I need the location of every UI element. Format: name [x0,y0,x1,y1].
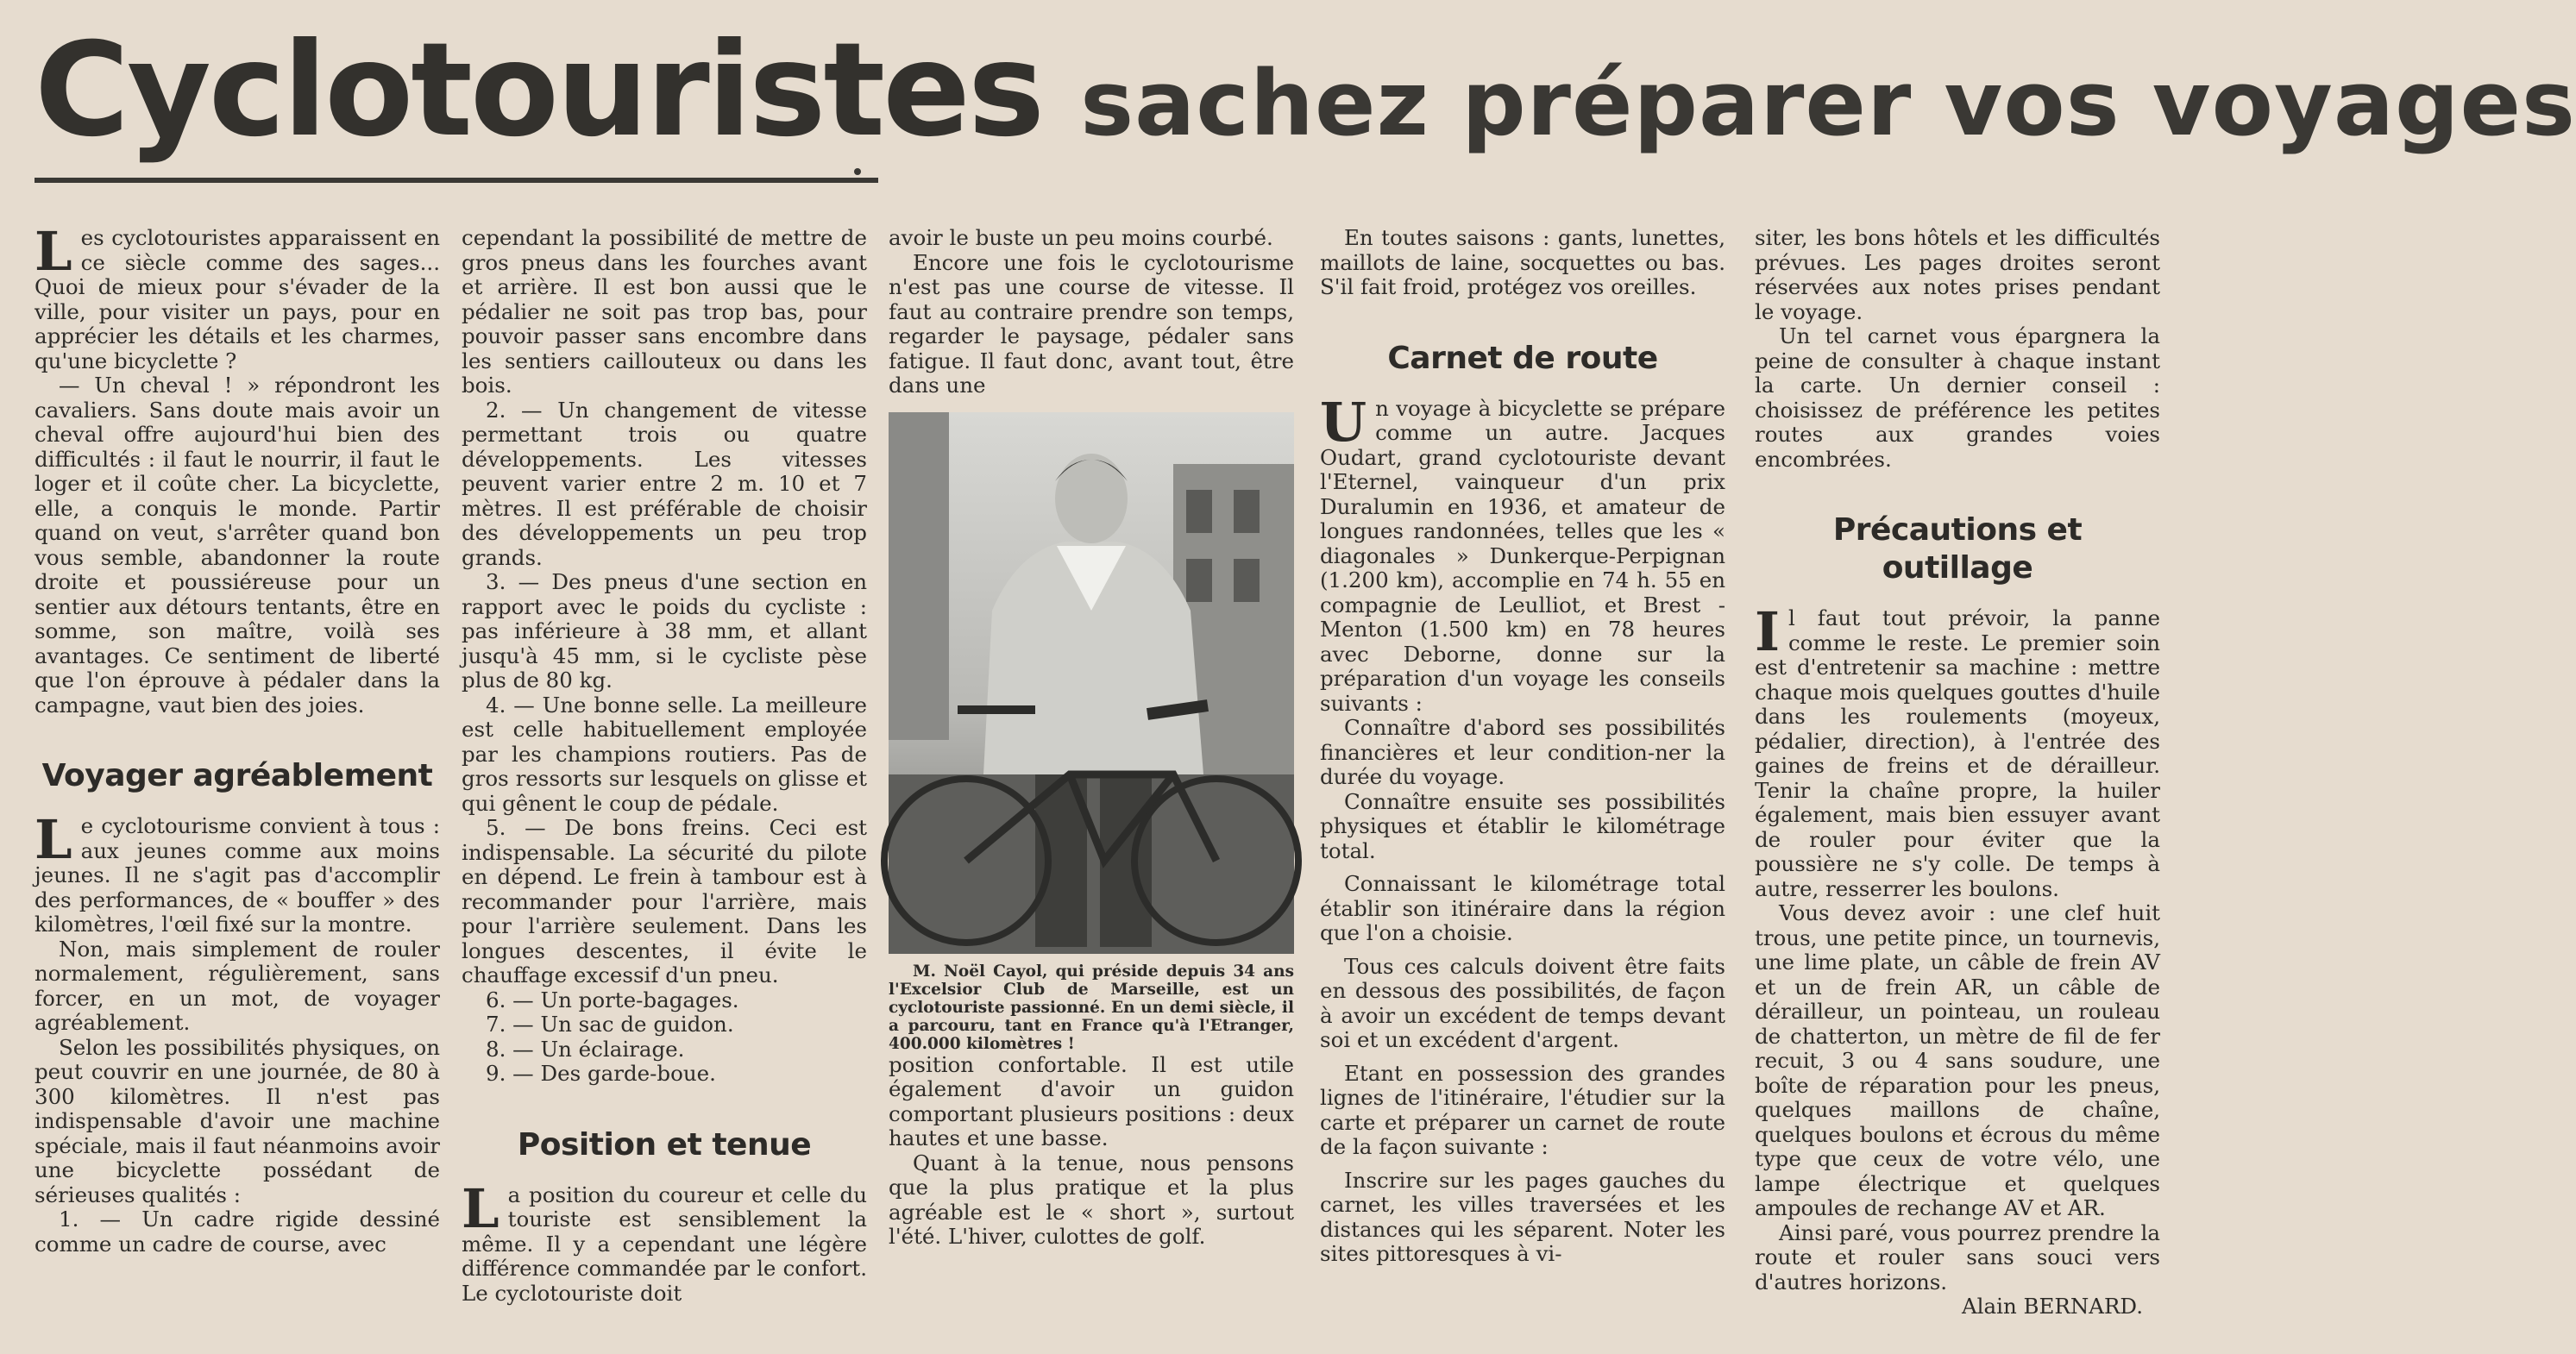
paragraph: siter, les bons hôtels et les difficultés prévues. Les pages droites seront réservées aux notes prises pendant le voyage. [1755,225,2160,324]
paragraph: 1. — Un cadre rigide dessiné comme un cadre de course, avec [35,1207,440,1257]
paragraph: Quant à la tenue, nous pensons que la plus pratique et la plus agréable est le « short », surtout l'été. L'hiver, culottes de golf. [889,1150,1294,1249]
cyclist-photo [889,412,1294,954]
paragraph: — Un cheval ! » répondront les cavaliers. Sans doute mais avoir un cheval offre aujourd'hui bien des difficultés : il faut le nourrir, il faut le loger et il coûte cher. La bicyclette, elle, a conquis le monde. Partir quand on veut, s'arrêter quand bon vous semble, abandonner la route droite et poussiéreuse pour un sentier aux détours tentants, être en somme, son maître, voilà ses avantages. Ce sentiment de liberté que l'on éprouve à pédaler dans la campagne, vaut bien des joies. [35,373,440,718]
paragraph: 5. — De bons freins. Ceci est indispensable. La sécurité du pilote en dépend. Le frein à tambour est à recommander pour l'arrière, mais pour l'arrière seulement. Dans les longues descentes, il évite le chauffage excessif d'un pneu. [462,815,867,987]
headline-rule [35,178,878,183]
paragraph: Inscrire sur les pages gauches du carnet, les villes traversées et les distances qui les séparent. Noter les sites pittoresques à vi- [1320,1167,1725,1266]
drop-cap: L [35,220,72,283]
paragraph: Etant en possession des grandes lignes de l'itinéraire, l'étudier sur la carte et préparer un carnet de route de la façon suivante : [1320,1060,1725,1159]
paragraph: Connaissant le kilométrage total établir son itinéraire dans la région que l'on a choisie. [1320,871,1725,945]
subheading-carnet: Carnet de route [1387,340,1658,376]
paragraph: avoir le buste un peu moins courbé. [889,225,1273,250]
paragraph: 2. — Un changement de vitesse permettant trois ou quatre développements. Les vitesses peuvent varier entre 2 m. 10 et 7 mètres. Il est préférable de choisir des développements un peu trop grands. [462,397,867,570]
paragraph: Connaître ensuite ses possibilités physiques et établir le kilométrage total. [1320,788,1725,863]
headline [35,16,2576,166]
headline-main: Cyclotouristes [35,16,1043,166]
paragraph: cependant la possibilité de mettre de gros pneus dans les fourches avant et arrière. Il est bon aussi que le pédalier ne soit pas trop bas, pour pouvoir passer sans encombre dans les sentiers caillouteux ou dans les bois. [462,225,867,398]
cyclist-photo-image [889,412,1294,954]
headline-rule-dot [854,168,861,175]
paragraph: position confortable. Il est utile également d'avoir un guidon comportant plusieurs positions : deux hautes et une basse. [889,1051,1294,1150]
column-1 [35,220,440,1334]
drop-cap: L [462,1176,499,1240]
paragraph: Tous ces calculs doivent être faits en dessous des possibilités, de façon à avoir un excédent de temps devant soi et un excédent d'argent. [1320,953,1725,1052]
paragraph: Un tel carnet vous épargnera la peine de consulter à chaque instant la carte. Un dernier conseil : choisissez de préférence les petites routes aux grandes voies encombrées. [1755,323,2160,472]
paragraph: 4. — Une bonne selle. La meilleure est celle habituellement employée par les champions routiers. Pas de gros ressorts sur lesquels on glisse et qui gênent le coup de pédale. [462,692,867,816]
subheading-position: Position et tenue [517,1126,812,1163]
paragraph: 3. — Des pneus d'une section en rapport avec le poids du cycliste : pas inférieure à 38 mm, et allant jusqu'à 45 mm, si le cycliste pèse plus de 80 kg. [462,569,867,693]
paragraph: Le cyclotourisme convient à tous : aux jeunes comme aux moins jeunes. Il ne s'agit pas d'accomplir des performances, de « bouffer » des kilomètres, l'œil fixé sur la montre. [35,808,440,937]
list-item: 7. — Un sac de guidon. [486,1012,734,1037]
headline-rest: sachez préparer vos voyages [1080,51,2576,156]
column-3 [889,226,1294,1334]
author-signature: Alain BERNARD. [1961,1294,2143,1319]
list-item: 6. — Un porte-bagages. [486,987,739,1012]
paragraph: La position du coureur et celle du touriste est sensiblement la même. Il y a cependant une légère différence commandée par le confort. Le cyclotouriste doit [462,1176,867,1306]
drop-cap: I [1755,600,1781,663]
paragraph: En toutes saisons : gants, lunettes, maillots de laine, socquettes ou bas. S'il fait froid, protégez vos oreilles. [1320,225,1725,299]
paragraph: Vous devez avoir : une clef huit trous, une petite pince, un tournevis, une lime plate, un câble de frein AV et un de frein AR, un câble de dérailleur, un pointeau, un rouleau de chatterton, un mètre de fil de fer recuit, 3 ou 4 sans soudure, une boîte de réparation pour les pneus, quelques maillons de chaîne, quelques boulons et écrous du même type que ceux de votre vélo, une lampe électrique et quelques ampoules de rechange AV et AR. [1755,900,2160,1220]
list-item: 9. — Des garde-boue. [486,1061,716,1086]
column-2 [462,226,867,1334]
paragraph: Selon les possibilités physiques, on peut couvrir en une journée, de 80 à 300 kilomètres. Il n'est pas indispensable d'avoir une machine spéciale, mais il faut néanmoins avoir une bicyclette possédant de sérieuses qualités : [35,1034,440,1207]
paragraph: Non, mais simplement de rouler normalement, régulièrement, sans forcer, en un mot, de voyager agréablement. [35,936,440,1035]
column-4 [1320,226,1725,1334]
photo-caption: M. Noël Cayol, qui préside depuis 34 ans l'Excelsior Club de Marseille, est un cyclotouriste passionné. En un demi siècle, il a parcouru, tant en France qu'à l'Etranger, 400.000 kilomètres ! [889,962,1294,1053]
list-item: 8. — Un éclairage. [486,1036,685,1062]
paragraph: Encore une fois le cyclotourisme n'est pas une course de vitesse. Il faut au contraire prendre son temps, regarder le paysage, pédaler sans fatigue. Il faut donc, avant tout, être dans une [889,249,1294,398]
paragraph: Connaître d'abord ses possibilités financières et leur condition-ner la durée du voyage. [1320,715,1725,789]
drop-cap: U [1320,390,1367,454]
paragraph: Il faut tout prévoir, la panne comme le reste. Le premier soin est d'entretenir sa machine : mettre chaque mois quelques gouttes d'huile dans les roulements (moyeux, pédalier, direction), à l'entrée des gaines de freins et de dérailleur. Tenir la chaîne propre, la huiler également, mais bien essuyer avant de rouler pour éviter que la poussière ne s'y colle. De temps à autre, resserrer les boulons. [1755,600,2160,901]
paragraph: Un voyage à bicyclette se prépare comme un autre. Jacques Oudart, grand cyclotouriste devant l'Eternel, vainqueur d'un prix Duralumin en 1936, et amateur de longues randonnées, telles que les « diagonales » Dunkerque-Perpignan (1.200 km), accomplie en 74 h. 55 en compagnie de Leulliot, et Brest - Menton (1.500 km) en 78 heures avec Deborne, donne sur la préparation d'un voyage les conseils suivants : [1320,390,1725,716]
subheading-precautions: Précautions et outillage [1832,512,2083,586]
column-5 [1755,226,2160,1334]
subheading-voyager: Voyager agréablement [41,758,433,793]
intro-paragraph: Les cyclotouristes apparaissent en ce siècle comme des sages... Quoi de mieux pour s'évader de la ville, pour visiter un pays, pour en apprécier les détails et les charmes, qu'une bicyclette ? [35,220,440,373]
drop-cap: L [35,808,72,871]
paragraph: Ainsi paré, vous pourrez prendre la route et rouler sans souci vers d'autres horizons. [1755,1219,2160,1294]
